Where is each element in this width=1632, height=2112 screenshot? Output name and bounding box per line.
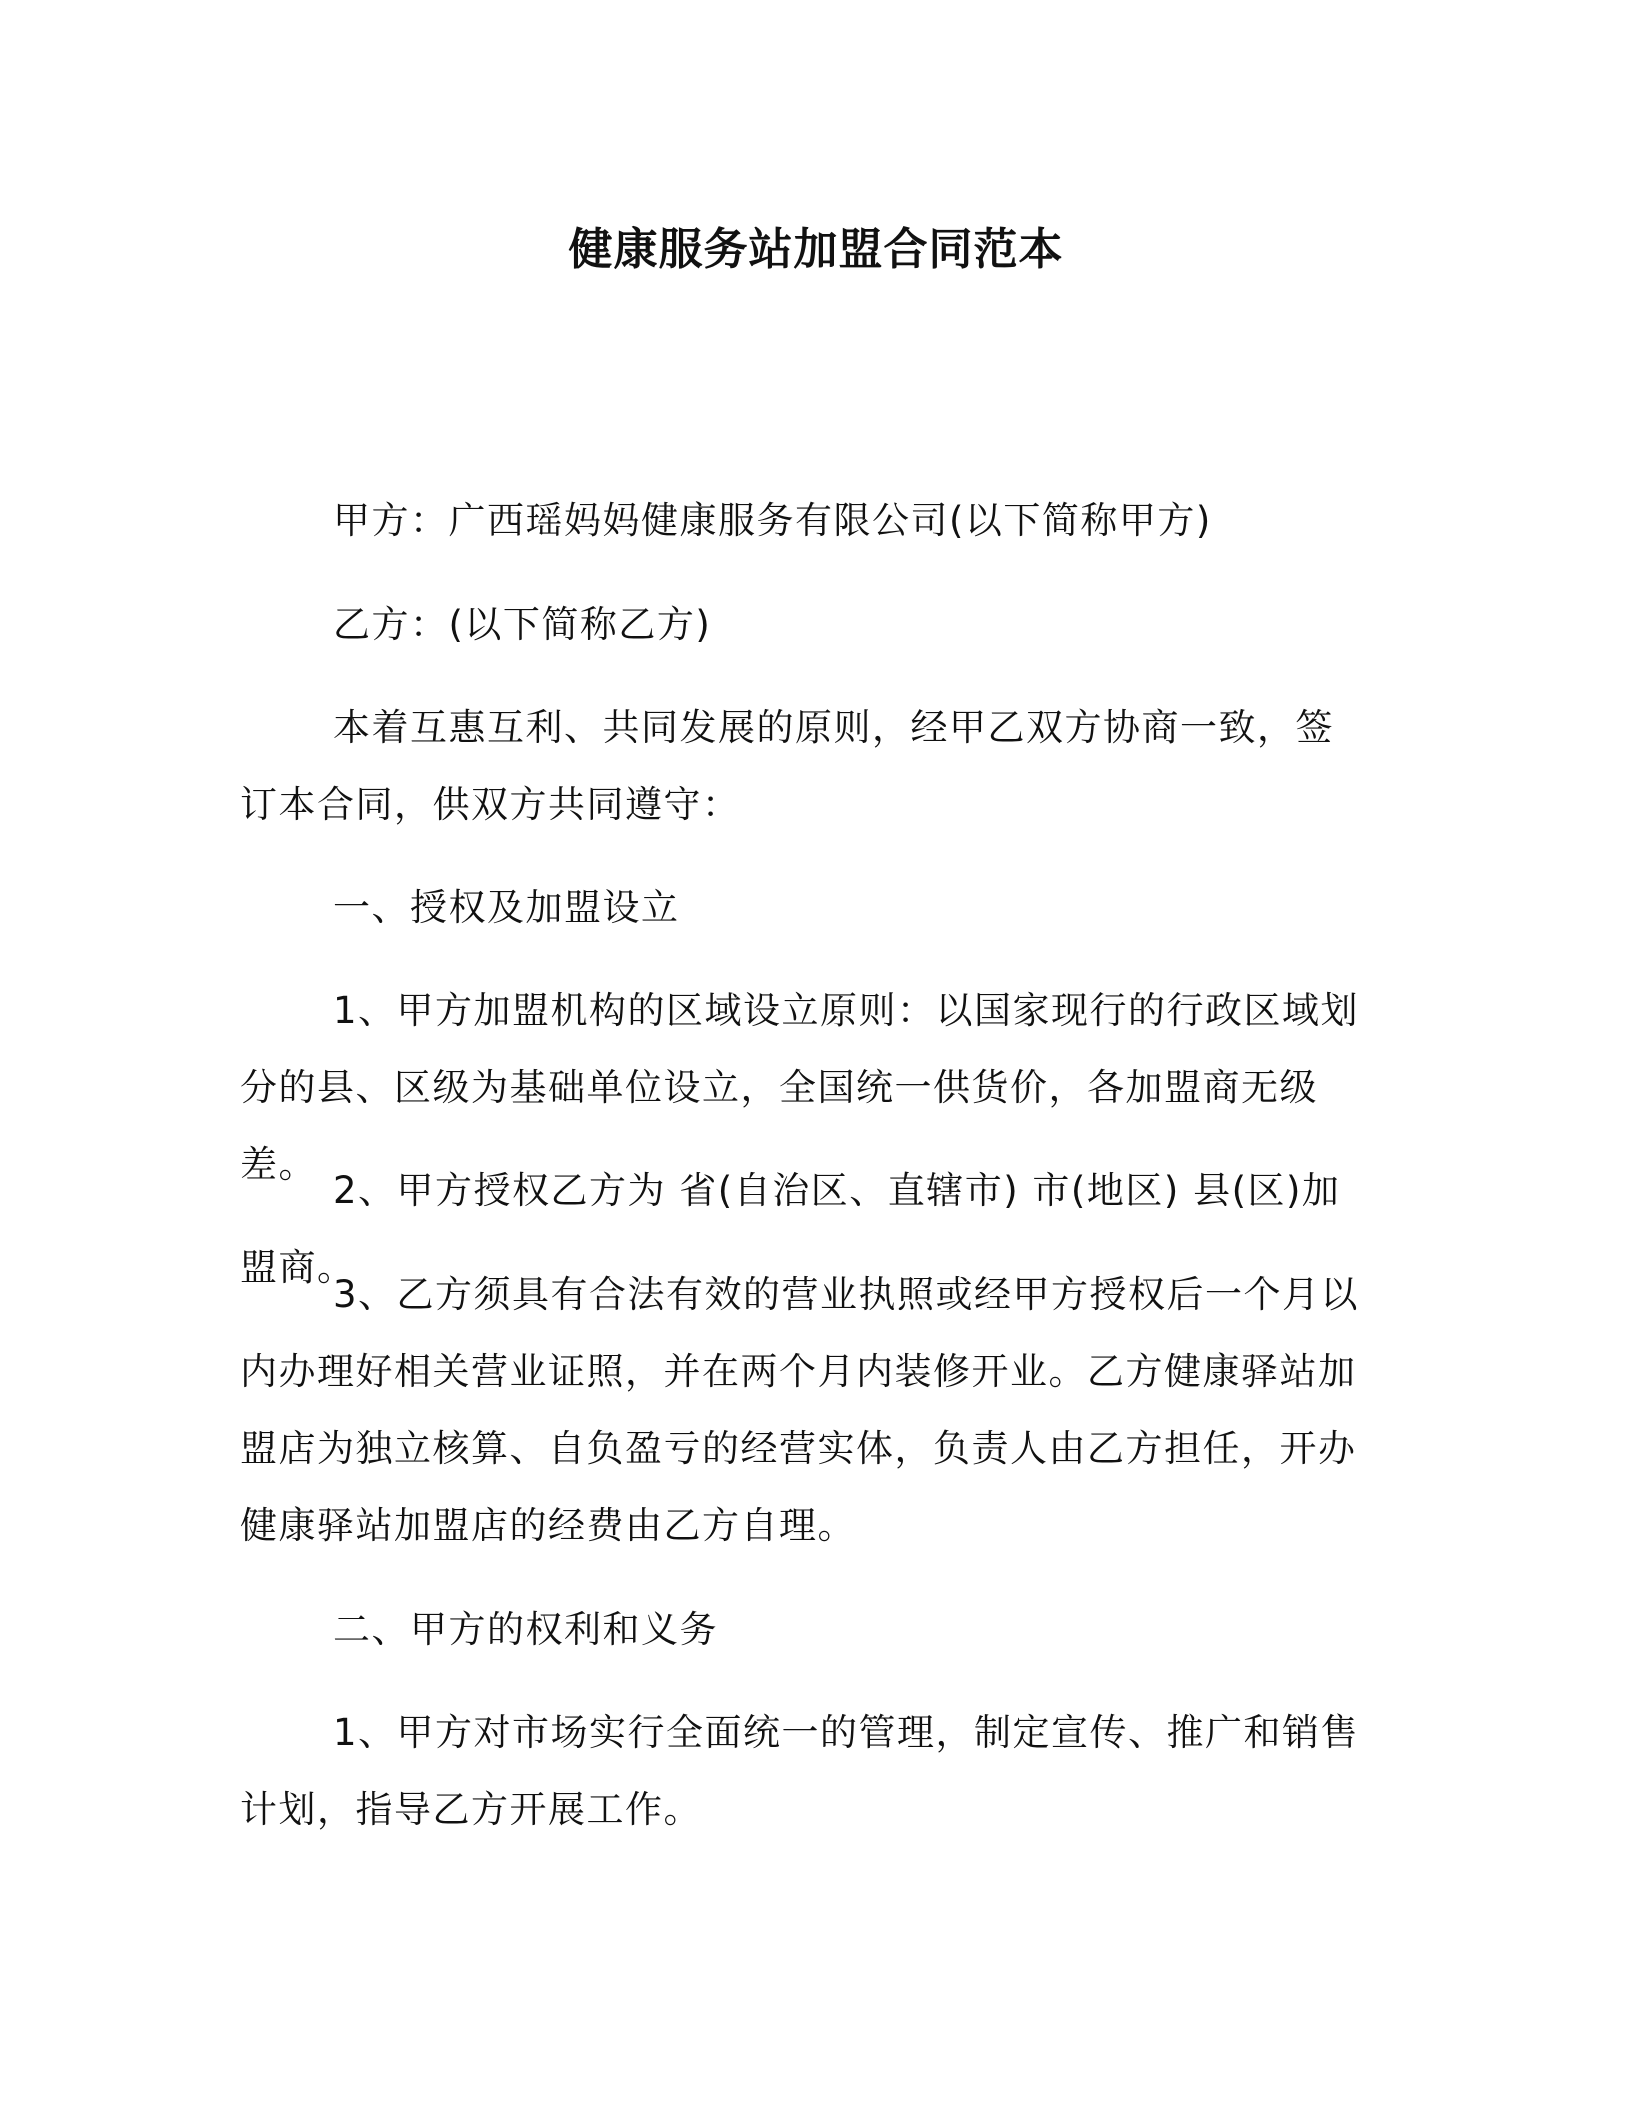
section-heading-1: 一、授权及加盟设立 [333,886,680,929]
preamble-paragraph: 本着互惠互利、共同发展的原则，经甲乙双方协商一致，签订本合同，供双方共同遵守： [240,706,1334,826]
clause-1-2: 2、甲方授权乙方为 省(自治区、直辖市) 市(地区) 县(区)加盟商。 [240,1169,1341,1289]
document-title: 健康服务站加盟合同范本 [568,224,1064,275]
party-a-line: 甲方：广西瑶妈妈健康服务有限公司(以下简称甲方) [333,499,1212,542]
clause-2-1: 1、甲方对市场实行全面统一的管理，制定宣传、推广和销售计划，指导乙方开展工作。 [240,1711,1360,1831]
clause-1-1: 1、甲方加盟机构的区域设立原则：以国家现行的行政区域划分的县、区级为基础单位设立，全国统一供货价，各加盟商无级差。 [240,989,1360,1186]
party-b-line: 乙方：(以下简称乙方) [333,603,712,646]
section-heading-2: 二、甲方的权利和义务 [333,1608,718,1651]
clause-1-3: 3、乙方须具有合法有效的营业执照或经甲方授权后一个月以内办理好相关营业证照，并在两个月内装修开业。乙方健康驿站加盟店为独立核算、自负盈亏的经营实体，负责人由乙方担任，开办健康驿站加盟店的经费由乙方自理。 [240,1273,1360,1547]
